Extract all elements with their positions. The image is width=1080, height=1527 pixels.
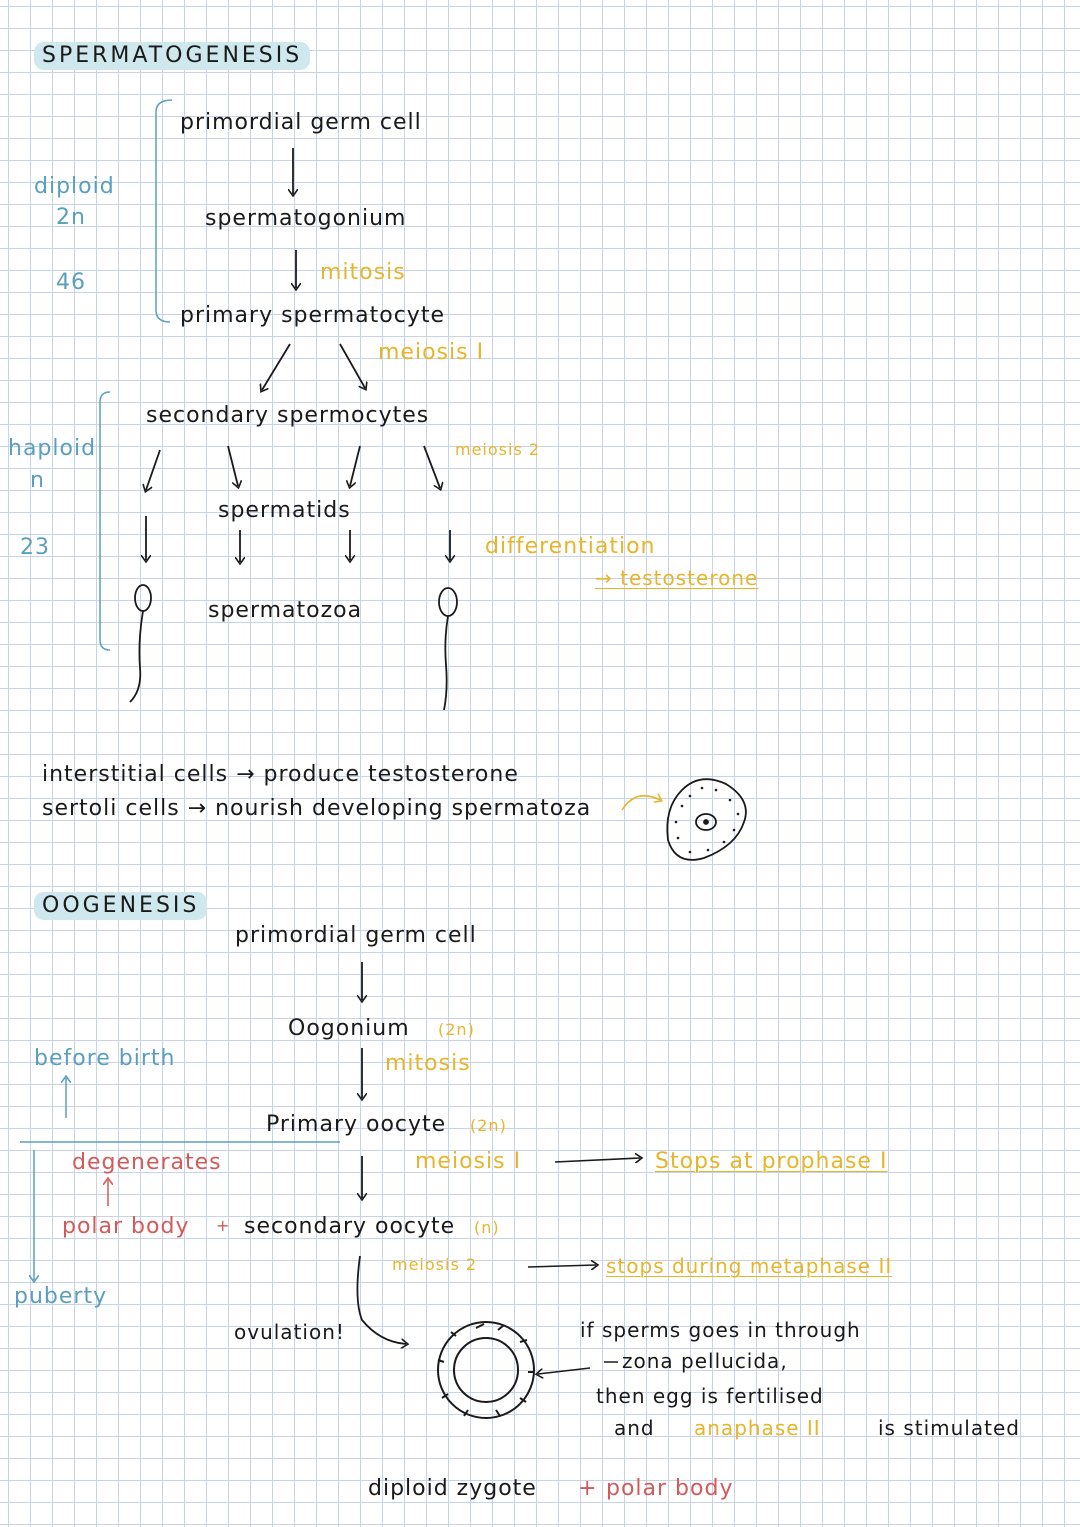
secondary-oocyte-ploidy: (n) bbox=[474, 1218, 500, 1237]
puberty-label: puberty bbox=[14, 1284, 108, 1309]
oogenesis-heading: OOGENESIS bbox=[34, 892, 207, 920]
arrow-secondary-2 bbox=[228, 446, 238, 486]
oo-meiosis2-label: meiosis 2 bbox=[392, 1255, 478, 1274]
arrow-secondary-3 bbox=[350, 446, 360, 486]
sperm-primordial-germ-cell: primordial germ cell bbox=[180, 110, 422, 135]
fertilisation-note-line3: then egg is fertilised bbox=[596, 1384, 824, 1408]
arrow-note-to-egg bbox=[538, 1368, 590, 1374]
secondary-spermocytes: secondary spermocytes bbox=[146, 403, 430, 428]
degenerates-label: degenerates bbox=[72, 1150, 222, 1175]
zygote-plus: + bbox=[578, 1476, 598, 1501]
spermatogonium: spermatogonium bbox=[205, 206, 407, 231]
stops-metaphase-label: stops during metaphase II bbox=[606, 1254, 893, 1278]
polar-body-plus: + bbox=[216, 1216, 231, 1235]
fertilisation-note-line1: if sperms goes in through bbox=[580, 1318, 861, 1342]
arrow-primary-to-secondary-left bbox=[262, 344, 290, 390]
polar-body-label: polar body bbox=[62, 1214, 190, 1239]
haploid-23: 23 bbox=[20, 535, 50, 560]
oo-primordial-germ-cell: primordial germ cell bbox=[235, 923, 477, 948]
oogonium-ploidy: (2n) bbox=[438, 1020, 475, 1039]
diploid-46: 46 bbox=[56, 270, 86, 295]
diploid-bracket bbox=[156, 100, 172, 322]
diploid-2n: 2n bbox=[56, 205, 86, 230]
oogonium: Oogonium bbox=[288, 1016, 410, 1041]
testosterone-label: → testosterone bbox=[595, 566, 759, 590]
before-birth-label: before birth bbox=[34, 1046, 176, 1071]
arrow-secondary-1 bbox=[146, 450, 160, 490]
egg-zona-pellucida-drawing bbox=[438, 1322, 534, 1418]
sperm-cell-right bbox=[439, 588, 457, 710]
oo-meiosis1-label: meiosis I bbox=[415, 1149, 522, 1174]
oo-mitosis-label: mitosis bbox=[385, 1051, 471, 1076]
primary-spermatocyte: primary spermatocyte bbox=[180, 303, 445, 328]
fertilisation-note-anaphase: anaphase II bbox=[694, 1416, 821, 1440]
arrow-primary-to-secondary-right bbox=[340, 344, 365, 388]
stops-prophase-label: Stops at prophase I bbox=[655, 1149, 888, 1174]
diploid-label: diploid bbox=[34, 174, 115, 199]
haploid-n: n bbox=[30, 468, 45, 493]
spermatozoa: spermatozoa bbox=[208, 598, 363, 623]
interstitial-cells-note: interstitial cells → produce testosterone bbox=[42, 762, 519, 787]
diploid-zygote: diploid zygote bbox=[368, 1476, 537, 1501]
sperm-cell-left bbox=[130, 585, 151, 702]
sertoli-arrow bbox=[622, 796, 660, 810]
primary-oocyte-ploidy: (2n) bbox=[470, 1116, 507, 1135]
fertilisation-note-line2: zona pellucida, bbox=[622, 1349, 788, 1373]
spermatogenesis-heading: SPERMATOGENESIS bbox=[34, 42, 310, 70]
spermatids: spermatids bbox=[218, 498, 351, 523]
arrow-meiosis2-to-stops bbox=[528, 1265, 596, 1267]
sperm-mitosis-label: mitosis bbox=[320, 260, 406, 285]
haploid-label: haploid bbox=[8, 436, 97, 461]
zygote-polar-body: polar body bbox=[606, 1476, 734, 1501]
sertoli-cell-drawing bbox=[667, 779, 746, 860]
ovulation-label: ovulation! bbox=[234, 1320, 345, 1344]
secondary-oocyte: secondary oocyte bbox=[244, 1214, 456, 1239]
haploid-bracket bbox=[100, 392, 110, 650]
primary-oocyte: Primary oocyte bbox=[266, 1112, 447, 1137]
fertilisation-note-stimulated: is stimulated bbox=[878, 1416, 1020, 1440]
arrow-secondary-4 bbox=[424, 446, 440, 488]
sertoli-cells-note: sertoli cells → nourish developing spermatoza bbox=[42, 796, 592, 821]
sperm-meiosis1-label: meiosis I bbox=[378, 340, 485, 365]
fertilisation-note-and: and bbox=[614, 1416, 655, 1440]
sperm-meiosis2-label: meiosis 2 bbox=[455, 440, 541, 459]
differentiation-label: differentiation bbox=[485, 534, 656, 559]
arrow-meiosis1-to-stops bbox=[555, 1158, 640, 1162]
